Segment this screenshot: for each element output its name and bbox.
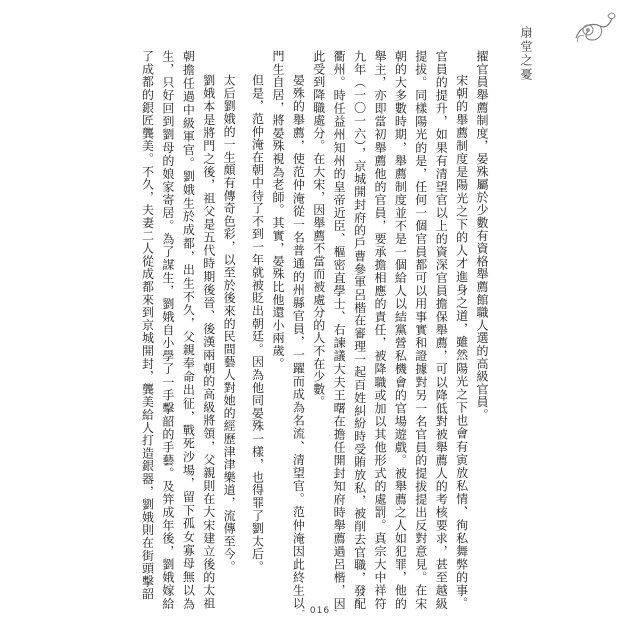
paragraph: 擢官員舉薦制度，晏殊屬於少數有資格舉薦館職人選的高級官員。 (475, 50, 489, 422)
running-title: 扇堂之憂 (519, 26, 533, 82)
page-number: - 016 - (301, 606, 339, 616)
paragraph: 太后劉娥的一生頗有傳奇色彩，以至於後來的民間藝人對她的經歷津津樂道，流傳至今。 (222, 74, 237, 574)
paragraph: 但是，范仲淹在朝中待了不到一年就被貶出朝廷。因為他同晏殊一樣，也得罪了劉太后。 (250, 74, 265, 574)
paragraph: 劉娥本是將門之後，祖父是五代時期後晉、後漢兩朝的高級將領，父親則在大宋建立後的太祖朝擔任過中級軍官。劉娥生於成都，出生不久，父親奉命出征，戰死沙場，留下孤女寡母無以為生，只好回到劉母的娘家寄居。為了謀生，劉娥自小學了一手擊韶的手藝。及笄成年後，劉娥嫁給了成都的銀匠龔美。不久，夫妻二人從成都來到京城開封，龔美給人打造銀器，劉娥則在街頭擊韶 (140, 50, 216, 610)
section-gap (239, 50, 247, 610)
paragraph: 晏殊的舉薦，使范仲淹從一名普通的州縣官員，一躍而成為名流、清望官。范仲淹因此終生以門生自居，將晏殊視為老師。其實，晏殊比他還小兩歲。 (270, 50, 306, 610)
flower-scroll-ornament-icon (570, 8, 618, 48)
paragraph: 宋朝的舉薦制度是陽光之下的人才進身之道，雖然陽光之下也會有寅放私情、徇私舞弊的事。官員的提升，如果有清望官以上的資深官員擔保舉薦，可以降低對被舉薦人的考核要求，甚至越級提拔。同樣陽光的是，任何一個官員都可以用事實和證據對另一名官員的提拔提出反對意見。在宋朝的大多數時期，舉薦制度並不是一個給人以結黨營私機會的官場遊戲。被舉薦之人如犯罪，他的舉主，亦即當初舉薦他的官員，要承擔相應的責任，被降職或加以其他形式的處罰。真宗大中祥符九年（一〇一六），京城開封府的戶曹參軍呂楷在審理一起百姓糾紛時受賄放私，被削去官職，發配衢州。時任益州知州的皇帝近臣、樞密直學士、右諫議大夫王曙在擔任開封知府時舉薦過呂楷，因此受到降職處分。在大宋，因舉薦不當而被處分的人不在少數。 (311, 50, 469, 610)
vertical-text-body (140, 50, 492, 610)
